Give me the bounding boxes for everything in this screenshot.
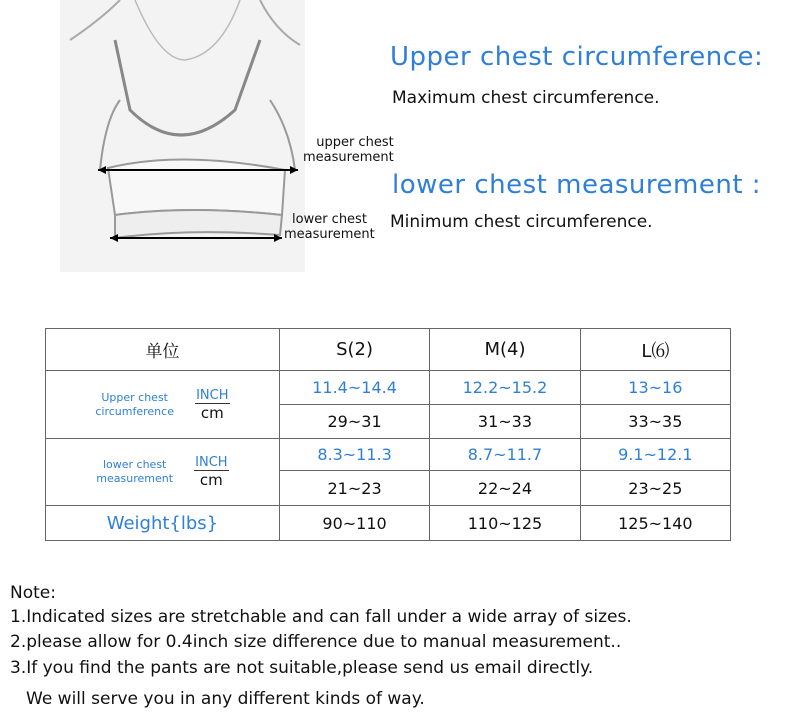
size-header: M(4) (430, 329, 580, 371)
unit-cm: cm (199, 471, 223, 489)
upper-chest-title: Upper chest circumference: (390, 42, 764, 72)
unit-fraction (194, 455, 228, 489)
cell-inch: 8.7~11.7 (430, 439, 580, 471)
lower-chest-callout (284, 212, 375, 242)
table-row (46, 371, 731, 405)
note-closing: We will serve you in any different kinds of way. (26, 689, 425, 709)
label-line: measurement (96, 472, 174, 485)
unit-cm: cm (200, 403, 224, 422)
note-title: Note: (10, 583, 56, 603)
table-header-row (46, 329, 731, 371)
cell-inch: 13~16 (580, 371, 730, 405)
cell-inch: 9.1~12.1 (580, 439, 730, 471)
callout-line: measurement (303, 150, 394, 165)
row-label-text (96, 458, 173, 486)
row-label-upper (46, 371, 280, 439)
table-row (46, 506, 731, 541)
cell-inch: 8.3~11.3 (279, 439, 429, 471)
note-item: 2.please allow for 0.4inch size difference due to manual measurement.. (10, 632, 622, 652)
callout-line: measurement (284, 227, 375, 242)
upper-chest-callout (303, 135, 394, 165)
size-table (45, 328, 731, 541)
note-item: 3.If you find the pants are not suitable,please send us email directly. (10, 658, 594, 678)
cell-cm: 22~24 (430, 471, 580, 506)
label-line: Upper chest (101, 390, 168, 404)
table-row (46, 439, 731, 471)
cell-inch: 11.4~14.4 (279, 371, 429, 405)
callout-line: upper chest (316, 135, 394, 150)
cell-cm: 29~31 (279, 405, 429, 439)
lower-chest-title: lower chest measurement : (392, 170, 762, 200)
upper-chest-desc: Maximum chest circumference. (392, 88, 660, 108)
unit-inch: INCH (196, 387, 229, 403)
unit-fraction (195, 388, 229, 422)
cell-cm: 31~33 (430, 405, 580, 439)
cell-cm: 33~35 (580, 405, 730, 439)
cell-inch: 12.2~15.2 (430, 371, 580, 405)
callout-line: lower chest (292, 212, 367, 227)
lower-chest-desc: Minimum chest circumference. (390, 212, 653, 232)
note-item: 1.Indicated sizes are stretchable and can fall under a wide array of sizes. (10, 607, 632, 627)
size-header: L⑹ (580, 329, 730, 371)
cell-weight: 90~110 (279, 506, 429, 541)
cell-cm: 21~23 (279, 471, 429, 506)
label-line: circumference (95, 404, 174, 418)
weight-label: Weight{lbs} (46, 506, 280, 541)
label-line: lower chest (102, 458, 167, 471)
size-header: S(2) (279, 329, 429, 371)
row-label-lower (46, 439, 280, 506)
cell-weight: 110~125 (430, 506, 580, 541)
unit-inch: INCH (195, 455, 228, 470)
row-label-text (95, 391, 174, 419)
cell-weight: 125~140 (580, 506, 730, 541)
cell-cm: 23~25 (580, 471, 730, 506)
unit-header: 单位 (46, 329, 280, 371)
sports-bra-sketch (60, 0, 305, 272)
